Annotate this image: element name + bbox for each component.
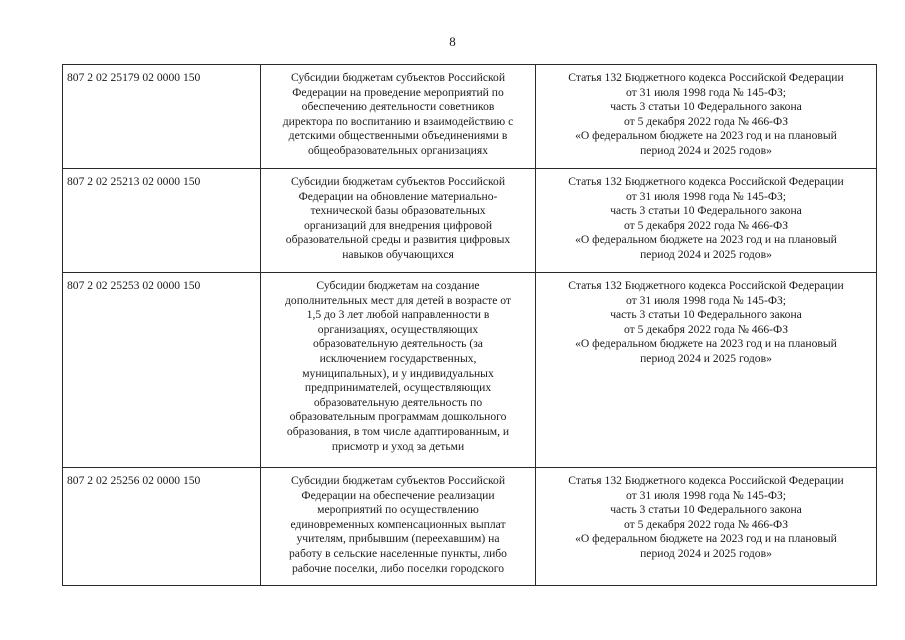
revenue-code-cell: 807 2 02 25213 02 0000 150 <box>63 169 261 273</box>
text-line: «О федеральном бюджете на 2023 год и на плановый <box>575 337 837 351</box>
text-line: мероприятий по осуществлению <box>317 503 479 517</box>
text-line: часть 3 статьи 10 Федерального закона <box>610 503 802 517</box>
legal-basis-cell <box>536 468 877 586</box>
revenue-name-cell <box>261 273 536 468</box>
legal-basis-cell <box>536 169 877 273</box>
text-line: навыков обучающихся <box>342 247 454 261</box>
text-line: муниципальных), и у индивидуальных <box>302 366 494 380</box>
text-line: часть 3 статьи 10 Федерального закона <box>610 204 802 218</box>
revenue-name-cell <box>261 65 536 169</box>
text-line: от 31 июля 1998 года № 145-ФЗ; <box>625 488 787 502</box>
table-row <box>63 65 877 169</box>
page-number: 8 <box>449 34 456 49</box>
text-line: исключением государственных, <box>319 351 477 365</box>
text-line: технической базы образовательных <box>310 204 486 218</box>
revenue-code-cell: 807 2 02 25256 02 0000 150 <box>63 468 261 586</box>
revenue-code-cell: 807 2 02 25179 02 0000 150 <box>63 65 261 169</box>
text-line: детскими общественными объединениями в <box>288 129 508 143</box>
text-line: период 2024 и 2025 годов» <box>640 247 772 261</box>
text-line: от 31 июля 1998 года № 145-ФЗ; <box>625 85 787 99</box>
text-line: Федерации на проведение мероприятий по <box>292 85 504 99</box>
text-line: Статья 132 Бюджетного кодекса Российской Федерации <box>568 474 844 487</box>
text-line: Субсидии бюджетам субъектов Российской <box>290 175 506 188</box>
text-line: «О федеральном бюджете на 2023 год и на плановый <box>575 532 837 546</box>
text-line: присмотр и уход за детьми <box>331 439 465 453</box>
text-line: от 31 июля 1998 года № 145-ФЗ; <box>625 293 787 307</box>
text-line: от 5 декабря 2022 года № 466-ФЗ <box>623 114 789 128</box>
table-row <box>63 169 877 273</box>
text-line: образования, в том числе адаптированным, и <box>286 424 510 438</box>
text-line: период 2024 и 2025 годов» <box>640 351 772 365</box>
text-line: обеспечению деятельности советников <box>301 100 495 114</box>
text-line: единовременных компенсационных выплат <box>290 517 506 531</box>
table-row <box>63 273 877 468</box>
text-line: часть 3 статьи 10 Федерального закона <box>610 100 802 114</box>
text-line: образовательным программам дошкольного <box>289 410 507 424</box>
text-line: учителям, прибывшим (переехавшим) на <box>296 532 500 546</box>
text-line: образовательную деятельность (за <box>313 337 483 351</box>
text-line: от 5 декабря 2022 года № 466-ФЗ <box>623 517 789 531</box>
text-line: Статья 132 Бюджетного кодекса Российской Федерации <box>568 279 844 292</box>
text-line: Федерации на обновление материально- <box>298 189 498 203</box>
budget-revenue-table <box>62 64 877 586</box>
text-line: Субсидии бюджетам на создание <box>316 279 480 292</box>
table-row <box>63 468 877 586</box>
revenue-name-cell <box>261 169 536 273</box>
text-line: организациях, осуществляющих <box>317 322 479 336</box>
text-line: Статья 132 Бюджетного кодекса Российской Федерации <box>568 175 844 188</box>
text-line: Субсидии бюджетам субъектов Российской <box>290 474 506 487</box>
text-line: общеобразовательных организациях <box>307 143 489 157</box>
legal-basis-cell <box>536 65 877 169</box>
text-line: период 2024 и 2025 годов» <box>640 143 772 157</box>
text-line: период 2024 и 2025 годов» <box>640 546 772 560</box>
text-line: от 5 декабря 2022 года № 466-ФЗ <box>623 322 789 336</box>
text-line: Статья 132 Бюджетного кодекса Российской Федерации <box>568 71 844 84</box>
text-line: образовательную деятельность по <box>313 395 483 409</box>
text-line: организаций для внедрения цифровой <box>303 218 493 232</box>
text-line: директора по воспитанию и взаимодействию с <box>282 114 514 128</box>
text-line: дополнительных мест для детей в возрасте от <box>285 293 511 307</box>
text-line: 1,5 до 3 лет любой направленности в <box>306 308 490 322</box>
text-line: образовательной среды и развития цифровых <box>285 233 511 247</box>
text-line: предпринимателей, осуществляющих <box>304 381 492 395</box>
revenue-name-cell <box>261 468 536 586</box>
text-line: от 31 июля 1998 года № 145-ФЗ; <box>625 189 787 203</box>
text-line: «О федеральном бюджете на 2023 год и на плановый <box>575 129 837 143</box>
text-line: Федерации на обеспечение реализации <box>301 488 495 502</box>
text-line: часть 3 статьи 10 Федерального закона <box>610 308 802 322</box>
text-line: работу в сельские населенные пункты, либо <box>289 546 507 560</box>
text-line: Субсидии бюджетам субъектов Российской <box>290 71 506 84</box>
text-line: рабочие поселки, либо поселки городского <box>291 561 505 575</box>
revenue-code-cell: 807 2 02 25253 02 0000 150 <box>63 273 261 468</box>
text-line: от 5 декабря 2022 года № 466-ФЗ <box>623 218 789 232</box>
legal-basis-cell <box>536 273 877 468</box>
text-line: «О федеральном бюджете на 2023 год и на плановый <box>575 233 837 247</box>
